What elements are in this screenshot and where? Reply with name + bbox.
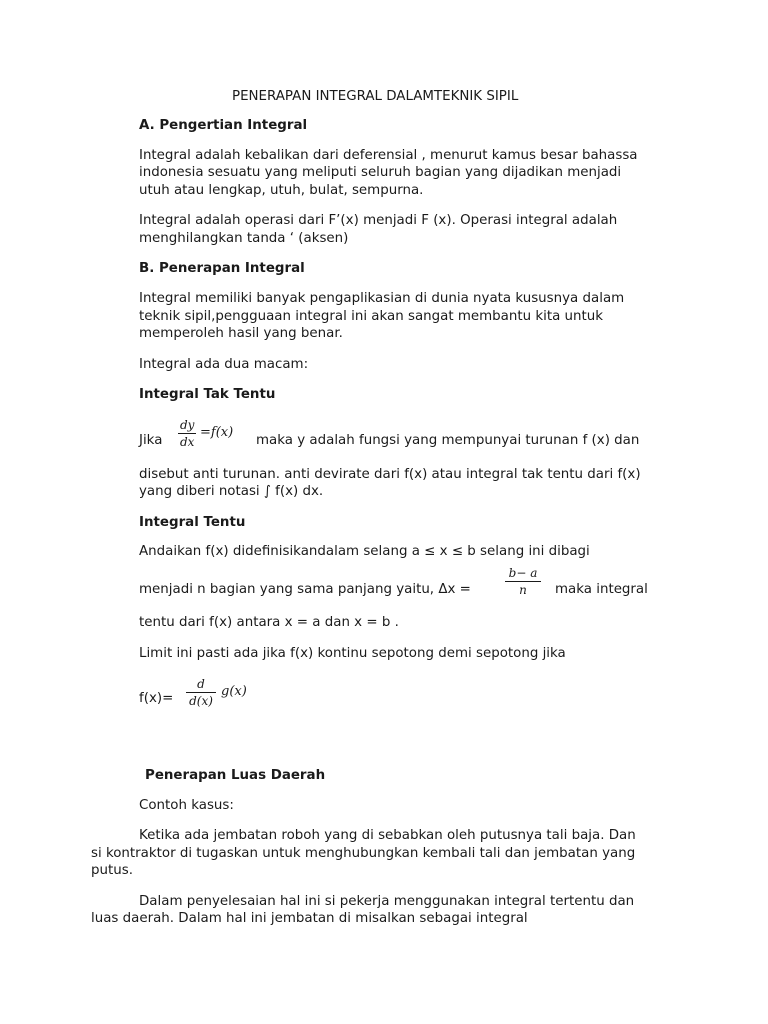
heading-integral-tak-tentu: Integral Tak Tentu bbox=[139, 387, 276, 402]
heading-pengertian-integral: A. Pengertian Integral bbox=[139, 118, 308, 133]
paragraph-line: putus. bbox=[91, 863, 133, 878]
paragraph-line: teknik sipil,pengguaan integral ini akan sangat membantu kita untuk bbox=[139, 309, 604, 324]
heading-penerapan-luas-daerah: Penerapan Luas Daerah bbox=[145, 768, 326, 783]
paragraph-line: yang diberi notasi ∫ f(x) dx. bbox=[139, 484, 324, 499]
paragraph-line: Integral adalah operasi dari F’(x) menjadi F (x). Operasi integral adalah bbox=[139, 213, 618, 228]
paragraph-line: Andaikan f(x) didefinisikandalam selang a ≤ x ≤ b selang ini dibagi bbox=[139, 544, 590, 559]
paragraph-line: luas daerah. Dalam hal ini jembatan di misalkan sebagai integral bbox=[91, 911, 528, 926]
paragraph-line: memperoleh hasil yang benar. bbox=[139, 326, 343, 341]
fraction-denominator: d(x) bbox=[189, 694, 213, 708]
paragraph-line: disebut anti turunan. anti devirate dari f(x) atau integral tak tentu dari f(x) bbox=[139, 467, 641, 482]
paragraph-line: Limit ini pasti ada jika f(x) kontinu sepotong demi sepotong jika bbox=[139, 646, 566, 661]
paragraph-line: menghilangkan tanda ‘ (aksen) bbox=[139, 231, 349, 246]
paragraph-line: menjadi n bagian yang sama panjang yaitu, Δx = bbox=[139, 582, 471, 597]
fraction-rhs: g(x) bbox=[221, 684, 247, 699]
fraction-numerator: dy bbox=[180, 418, 195, 432]
paragraph-line: indonesia sesuatu yang meliputi seluruh bagian yang dijadikan menjadi bbox=[139, 165, 622, 180]
fx-label: f(x)= bbox=[139, 691, 174, 706]
paragraph-line: maka y adalah fungsi yang mempunyai turunan f (x) dan bbox=[256, 433, 640, 448]
paragraph-line: si kontraktor di tugaskan untuk menghubungkan kembali tali dan jembatan yang bbox=[91, 846, 636, 861]
paragraph-line: Dalam penyelesaian hal ini si pekerja menggunakan integral tertentu dan bbox=[139, 894, 635, 909]
fraction-denominator: dx bbox=[180, 435, 195, 449]
jika-label: Jika bbox=[139, 433, 163, 448]
paragraph-line: tentu dari f(x) antara x = a dan x = b . bbox=[139, 615, 399, 630]
paragraph-line: Integral memiliki banyak pengaplikasian di dunia nyata kususnya dalam bbox=[139, 291, 625, 306]
paragraph-line: Ketika ada jembatan roboh yang di sebabkan oleh putusnya tali baja. Dan bbox=[139, 828, 636, 843]
derivative-fraction bbox=[178, 418, 196, 449]
paragraph-line: maka integral bbox=[555, 582, 648, 597]
d-dx-fraction bbox=[186, 677, 216, 708]
heading-penerapan-integral: B. Penerapan Integral bbox=[139, 261, 305, 276]
paragraph-line: Integral adalah kebalikan dari deferensial , menurut kamus besar bahassa bbox=[139, 148, 638, 163]
heading-integral-tentu: Integral Tentu bbox=[139, 515, 246, 530]
fraction-numerator: b− a bbox=[505, 566, 541, 582]
fraction-denominator: n bbox=[519, 583, 527, 597]
fraction-rhs: =f(x) bbox=[200, 425, 234, 440]
paragraph-line: Contoh kasus: bbox=[139, 798, 234, 813]
paragraph-line: utuh atau lengkap, utuh, bulat, sempurna. bbox=[139, 183, 424, 198]
paragraph-line: Integral ada dua macam: bbox=[139, 357, 309, 372]
page-title: PENERAPAN INTEGRAL DALAMTEKNIK SIPIL bbox=[232, 89, 519, 104]
fraction-numerator: d bbox=[186, 677, 216, 693]
delta-x-fraction bbox=[505, 566, 541, 597]
